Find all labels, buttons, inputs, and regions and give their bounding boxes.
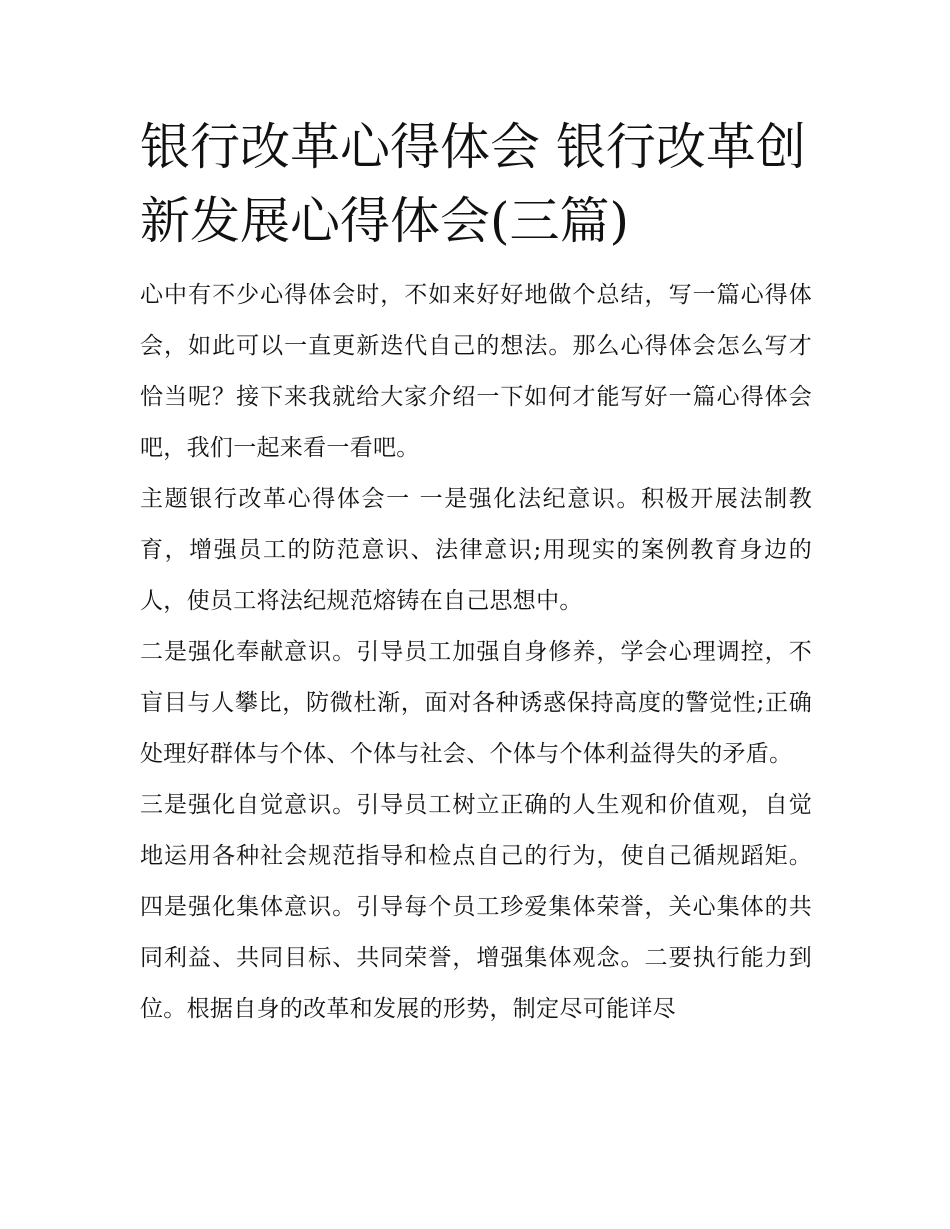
paragraph-1: 主题银行改革心得体会一 一是强化法纪意识。积极开展法制教育，增强员工的防范意识、法律意识;用现实的案例教育身边的人，使员工将法纪规范熔铸在自己思想中。	[140, 486, 812, 614]
document-page	[140, 110, 812, 1035]
paragraph-3: 三是强化自觉意识。引导员工树立正确的人生观和价值观，自觉地运用各种社会规范指导和检点自己的行为，使自己循规蹈矩。四是强化集体意识。引导每个员工珍爱集体荣誉，关心集体的共同利益、共同目标、共同荣誉，增强集体观念。二要执行能力到位。根据自身的改革和发展的形势，制定尽可能详尽	[140, 792, 812, 1022]
paragraph-intro: 心中有不少心得体会时，不如来好好地做个总结，写一篇心得体会，如此可以一直更新迭代自己的想法。那么心得体会怎么写才恰当呢？接下来我就给大家介绍一下如何才能写好一篇心得体会吧，我们一起来看一看吧。	[140, 282, 812, 461]
document-title: 银行改革心得体会 银行改革创新发展心得体会(三篇)	[140, 118, 806, 250]
paragraph-2: 二是强化奉献意识。引导员工加强自身修养，学会心理调控，不盲目与人攀比，防微杜渐，面对各种诱惑保持高度的警觉性;正确处理好群体与个体、个体与社会、个体与个体利益得失的矛盾。	[140, 639, 812, 767]
